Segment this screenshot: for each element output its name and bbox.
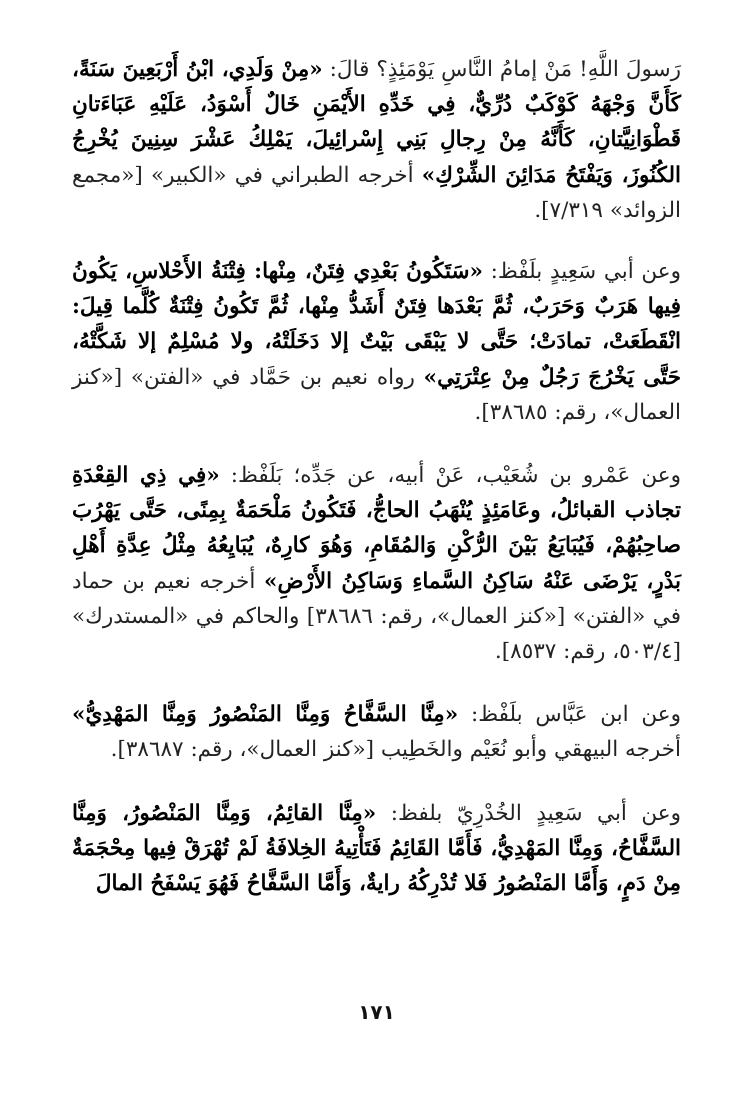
paragraph-5-lead: وعن أبي سَعِيدٍ الخُدْرِيّ بلفظ: (390, 800, 681, 826)
page-body (72, 52, 681, 929)
paragraph-5 (72, 796, 681, 902)
paragraph-4-lead: وعن ابن عَبَّاس بلَفْظ: (470, 702, 681, 728)
paragraph-4-hadith-text: «مِنَّا السَّفَّاحُ وَمِنَّا المَنْصُورُ وَمِنَّا المَهْدِيُّ» (72, 702, 459, 728)
paragraph-1 (72, 52, 681, 228)
paragraph-4 (72, 697, 681, 767)
paragraph-3-hadith-text: «فِي ذِي القِعْدَةِ تجاذب القبائلُ، وعَامَئِذٍ يُنْهَبُ الحاجُّ، فَتَكُونُ مَلْحَمَةٌ بِمِنًى، حَتَّى يَهْرُبَ صاحِبُهُمْ، فَيُبَايَعُ بَيْنَ الرُّكْنِ وَالمُقَامِ، وَهُوَ كارِهٌ، يُبَايِعُهُ مِثْلُ عِدَّةِ أَهْلِ بَدْرٍ، يَرْضَى عَنْهُ سَاكِنُ السَّماءِ وَسَاكِنُ الأَرْضِ» (72, 463, 681, 594)
paragraph-3-citation: أخرجه نعيم بن حماد في «الفتن» [«كنز العمال»، رقم: ٣٨٦٨٦] والحاكم في «المستدرك» [٥٠٣/٤، رقم: ٨٥٣٧]. (72, 568, 681, 665)
paragraph-5-hadith-text: «مِنَّا القائِمُ، وَمِنَّا المَنْصُورُ، وَمِنَّا السَّفَّاحُ، وَمِنَّا المَهْدِيُّ، فَأَمَّا القَائِمُ فَتَأْتِيهُ الخِلافَةُ لَمْ تُهْرَقْ فِيها مِحْجَمَةٌ مِنْ دَمٍ، وَأَمَّا المَنْصُورُ فَلا تُدْرِكُهُ رايةٌ، وَأَمَّا السَّفَّاحُ فَهُوَ يَسْفَحُ المالَ (72, 800, 681, 897)
paragraph-2 (72, 254, 681, 430)
paragraph-3 (72, 458, 681, 669)
paragraph-2-lead: وعن أبي سَعِيدٍ بلَفْظ: (490, 259, 682, 285)
paragraph-1-lead: رَسولَ اللَّهِ! مَنْ إمامُ النَّاسِ يَوْمَئِذٍ؟ قالَ: (329, 57, 681, 82)
paragraph-2-citation: رواه نعيم بن حَمَّاد في «الفتن» [«كنز العمال»، رقم: ٣٨٦٨٥]. (72, 364, 681, 425)
page-number: ١٧١ (358, 1000, 395, 1024)
paragraph-4-citation: أخرجه البيهقي وأبو نُعَيْم والخَطِيب [«كنز العمال»، رقم: ٣٨٦٨٧]. (110, 737, 681, 763)
paragraph-1-citation: أخرجه الطبراني في «الكبير» [«مجمع الزوائد» ٧/٣١٩]. (72, 162, 681, 223)
paragraph-3-lead: وعن عَمْرو بن شُعَيْب، عَنْ أبيه، عن جَدِّه؛ بَلَفْظ: (230, 463, 681, 489)
paragraph-2-hadith-text: «سَتَكُونُ بَعْدِي فِتَنٌ، مِنْها: فِتْنَةُ الأَحْلاسِ، يَكُونُ فِيها هَرَبٌ وَحَرَبٌ، ثُمَّ بَعْدَها فِتَنٌ أَشَدُّ مِنْها، ثُمَّ تَكُونُ فِتْنَةٌ كُلَّما قِيلَ: انْقَطَعَتْ، تمادَتْ؛ حَتَّى لا يَبْقَى بَيْتٌ إلا دَخَلَتْهُ، ولا مُسْلِمٌ إلا شَكَّتْهُ، حَتَّى يَخْرُجَ رَجُلٌ مِنْ عِتْرَتِي» (72, 259, 682, 390)
paragraph-1-hadith-text: «مِنْ وَلَدِي، ابْنُ أَرْبَعِينَ سَنَةً، كَأَنَّ وَجْهَهُ كَوْكَبٌ دُرِّيٌّ، فِي خَدِّهِ الأَيْمَنِ خَالٌ أَسْوَدُ، عَلَيْهِ عَبَاءَتانِ قَطْوَانِيَّتانِ، كَأَنَّهُ مِنْ رِجالِ بَنِي إِسْرائِيلَ، يَمْلِكُ عَشْرَ سِنِينَ يُخْرِجُ الكُنُوزَ، وَيَفْتَحُ مَدَائِنَ الشِّرْكِ» (72, 57, 681, 188)
